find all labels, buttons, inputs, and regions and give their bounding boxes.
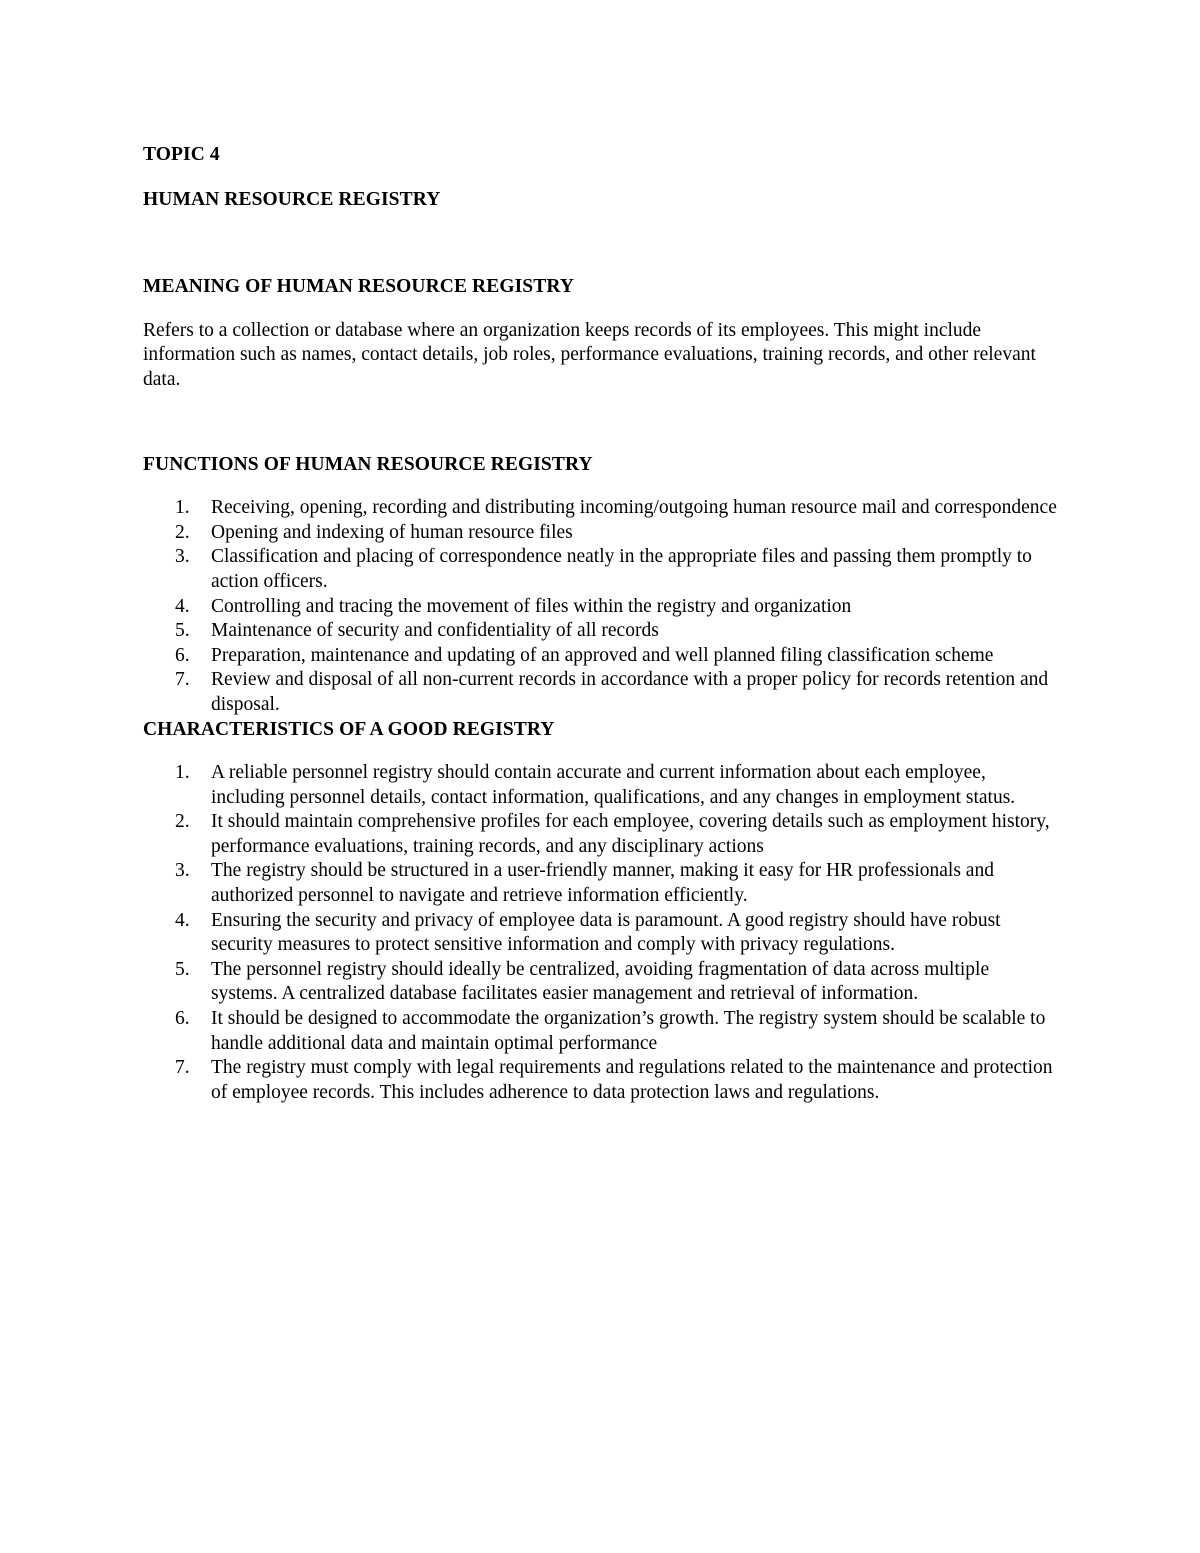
list-item-number: 4. [175,909,190,931]
list-item-text: The registry should be structured in a user-friendly manner, making it easy for HR professionals and authorized personnel to navigate and retrieve information efficiently. [211,860,994,907]
list-item-text: Ensuring the security and privacy of employee data is paramount. A good registry should have robust security measures to protect sensitive information and comply with privacy regulations. [211,909,1001,956]
characteristics-heading: CHARACTERISTICS OF A GOOD REGISTRY [143,718,555,740]
list-item-text: The registry must comply with legal requirements and regulations related to the maintenance and protection of employee records. This includes adherence to data protection laws and regulations. [211,1057,1053,1103]
list-item [143,619,1058,644]
list-item-number: 5. [175,620,190,642]
meaning-heading: MEANING OF HUMAN RESOURCE REGISTRY [143,276,575,298]
list-item-number: 1. [175,762,190,784]
list-item-text: It should maintain comprehensive profiles for each employee, covering details such as employment history, performance evaluations, training records, and any disciplinary actions [211,811,1050,857]
list-item-number: 2. [175,811,190,833]
list-item [143,496,1058,521]
meaning-paragraph: Refers to a collection or database where an organization keeps records of its employees. This might include information such as names, contact details, job roles, performance evaluations, training records, and other relevant data. [143,319,1036,390]
list-item-text: Preparation, maintenance and updating of an approved and well planned filing classification scheme [211,644,994,666]
list-item [143,1007,1058,1056]
list-item-number: 6. [175,1008,190,1030]
list-item [143,1056,1058,1105]
functions-list [143,496,1058,717]
list-item [143,595,1058,620]
list-item-number: 4. [175,595,190,617]
list-item-number: 7. [175,669,190,691]
list-item-number: 3. [175,860,190,882]
list-item-number: 2. [175,521,190,543]
list-item-text: Review and disposal of all non-current records in accordance with a proper policy for records retention and disposal. [211,669,1049,715]
list-item [143,545,1058,594]
list-item-number: 6. [175,644,190,666]
list-item [143,521,1058,546]
list-item-text: The personnel registry should ideally be centralized, avoiding fragmentation of data across multiple systems. A centralized database facilitates easier management and retrieval of information. [211,958,990,1005]
list-item [143,761,1058,810]
list-item [143,644,1058,669]
functions-section [143,453,1058,718]
list-item [143,668,1058,717]
list-item [143,859,1058,908]
document-content [143,143,1058,1105]
functions-heading: FUNCTIONS OF HUMAN RESOURCE REGISTRY [143,453,593,475]
list-item [143,958,1058,1007]
characteristics-list [143,761,1058,1105]
list-item-text: It should be designed to accommodate the organization’s growth. The registry system should be scalable to handle additional data and maintain optimal performance [211,1008,1046,1054]
list-item-text: Classification and placing of correspondence neatly in the appropriate files and passing them promptly to action officers. [211,546,1032,592]
list-item [143,909,1058,958]
list-item-number: 5. [175,958,190,980]
list-item-number: 1. [175,497,190,519]
list-item-text: Opening and indexing of human resource files [211,521,573,543]
list-item-text: Maintenance of security and confidentiality of all records [211,620,659,642]
topic-label: TOPIC 4 [143,144,220,165]
list-item-text: Controlling and tracing the movement of files within the registry and organization [211,595,852,617]
list-item-number: 3. [175,546,190,568]
characteristics-section [143,718,1058,1106]
list-item [143,810,1058,859]
meaning-section [143,275,1058,392]
list-item-number: 7. [175,1057,190,1079]
list-item-text: Receiving, opening, recording and distributing incoming/outgoing human resource mail and correspondence [211,497,1057,519]
list-item-text: A reliable personnel registry should contain accurate and current information about each employee, including personnel details, contact information, qualifications, and any changes in employment status. [211,762,1016,808]
document-title: HUMAN RESOURCE REGISTRY [143,188,441,210]
